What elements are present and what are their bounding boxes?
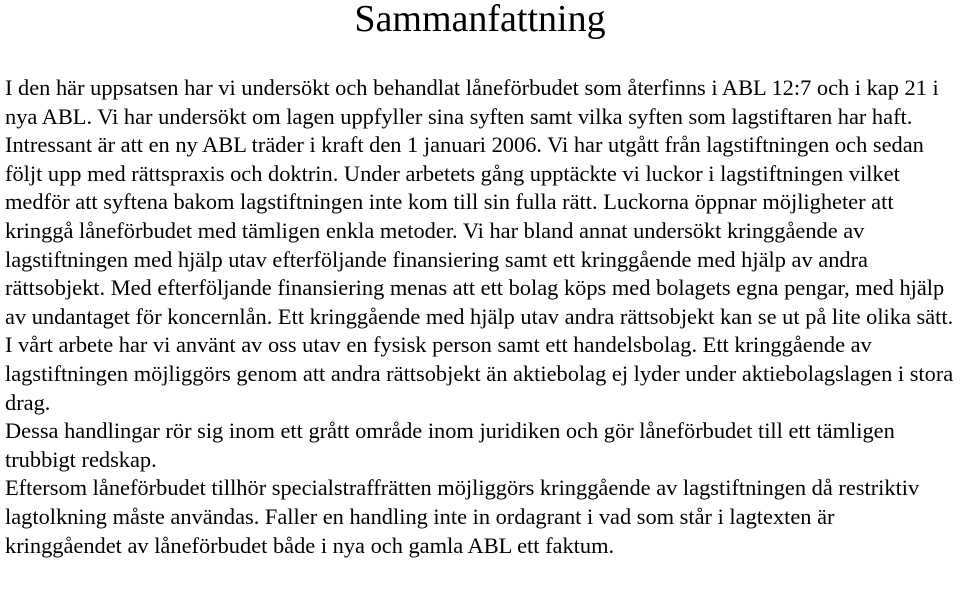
summary-paragraph-1: I den här uppsatsen har vi undersökt och behandlat låneförbudet som återfinns i ABL 12:7 och i kap 21 i nya ABL. Vi har undersökt om lagen uppfyller sina syften samt vilka syften som lagstiftaren har haft. Intressant är att en ny ABL träder i kraft den 1 januari 2006. Vi har utgått från lagstiftningen och sedan följt upp med rättspraxis och doktrin. Under arbetets gång upptäckte vi luckor i lagstiftningen vilket medför att syftena bakom lagstiftningen inte kom till sin fulla rätt. Luckorna öppnar möjligheter att kringgå låneförbudet med tämligen enkla metoder. Vi har bland annat undersökt kringgående av lagstiftningen med hjälp utav efterföljande finansiering samt ett kringgående med hjälp av andra rättsobjekt. Med efterföljande finansiering menas att ett bolag köps med bolagets egna pengar, med hjälp av undantaget för koncernlån. Ett kringgående med hjälp utav andra rättsobjekt kan se ut på lite olika sätt. I vårt arbete har vi använt av oss utav en fysisk person samt ett handelsbolag. Ett kringgående av lagstiftningen möjliggörs genom att andra rättsobjekt än aktiebolag ej lyder under aktiebolagslagen i stora drag. xyxy=(5,75,954,415)
summary-body xyxy=(5,74,955,560)
summary-paragraph-3: Eftersom låneförbudet tillhör specialstraffrätten möjliggörs kringgående av lagstiftningen då restriktiv lagtolkning måste användas. Faller en handling inte in ordagrant i vad som står i lagtexten är kringgåendet av låneförbudet både i nya och gamla ABL ett faktum. xyxy=(5,475,920,558)
page-title: Sammanfattning xyxy=(354,0,606,40)
summary-paragraph-2: Dessa handlingar rör sig inom ett grått område inom juridiken och gör låneförbudet till ett tämligen trubbigt redskap. xyxy=(5,418,895,472)
